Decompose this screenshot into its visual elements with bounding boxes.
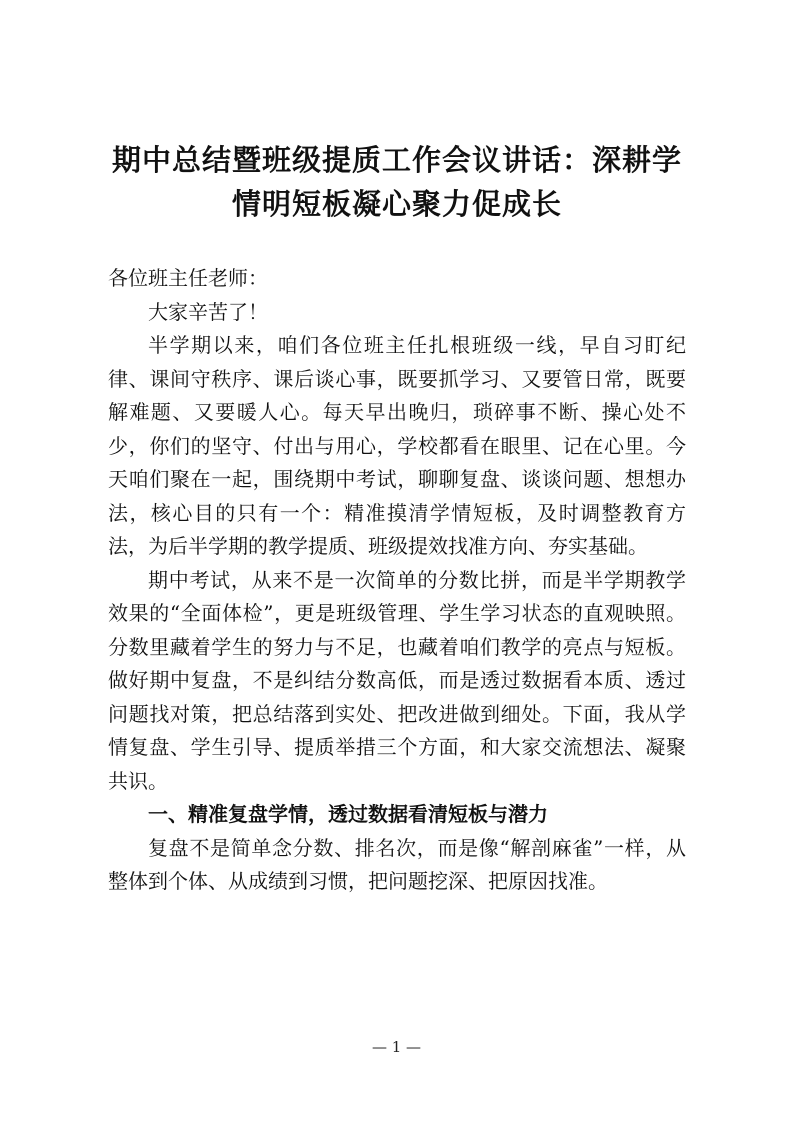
document-title: 期中总结暨班级提质工作会议讲话：深耕学情明短板凝心聚力促成长: [111, 143, 682, 221]
paragraph-intro: 半学期以来，咱们各位班主任扎根班级一线，早自习盯纪律、课间守秩序、课后谈心事，既要抓学习、又要管日常，既要解难题、又要暖人心。每天早出晚归，琐碎事不断、操心处不少，你们的坚守、付出与用心，学校都看在眼里、记在心里。今天咱们聚在一起，围绕期中考试，聊聊复盘、谈谈问题、想想办法，核心目的只有一个：精准摸清学情短板，及时调整教育方法，为后半学期的教学提质、班级提效找准方向、夯实基础。: [108, 333, 686, 558]
paragraph-greeting: 大家辛苦了！: [148, 299, 268, 324]
document-body: [108, 262, 686, 899]
page-number: — 1 —: [371, 1038, 422, 1056]
paragraph-exam-overview: 期中考试，从来不是一次简单的分数比拼，而是半学期教学效果的“全面体检”，更是班级管理、学生学习状态的直观映照。分数里藏着学生的努力与不足，也藏着咱们教学的亮点与短板。做好期中复盘，不是纠结分数高低，而是透过数据看本质、透过问题找对策，把总结落到实处、把改进做到细处。下面，我从学情复盘、学生引导、提质举措三个方面，和大家交流想法、凝聚共识。: [108, 567, 686, 793]
paragraph-section-1: 复盘不是简单念分数、排名次，而是像“解剖麻雀”一样，从整体到个体、从成绩到习惯，把问题挖深、把原因找准。: [108, 835, 686, 893]
section-heading: 一、精准复盘学情，透过数据看清短板与潜力: [148, 802, 548, 826]
salutation: 各位班主任老师：: [108, 266, 268, 290]
